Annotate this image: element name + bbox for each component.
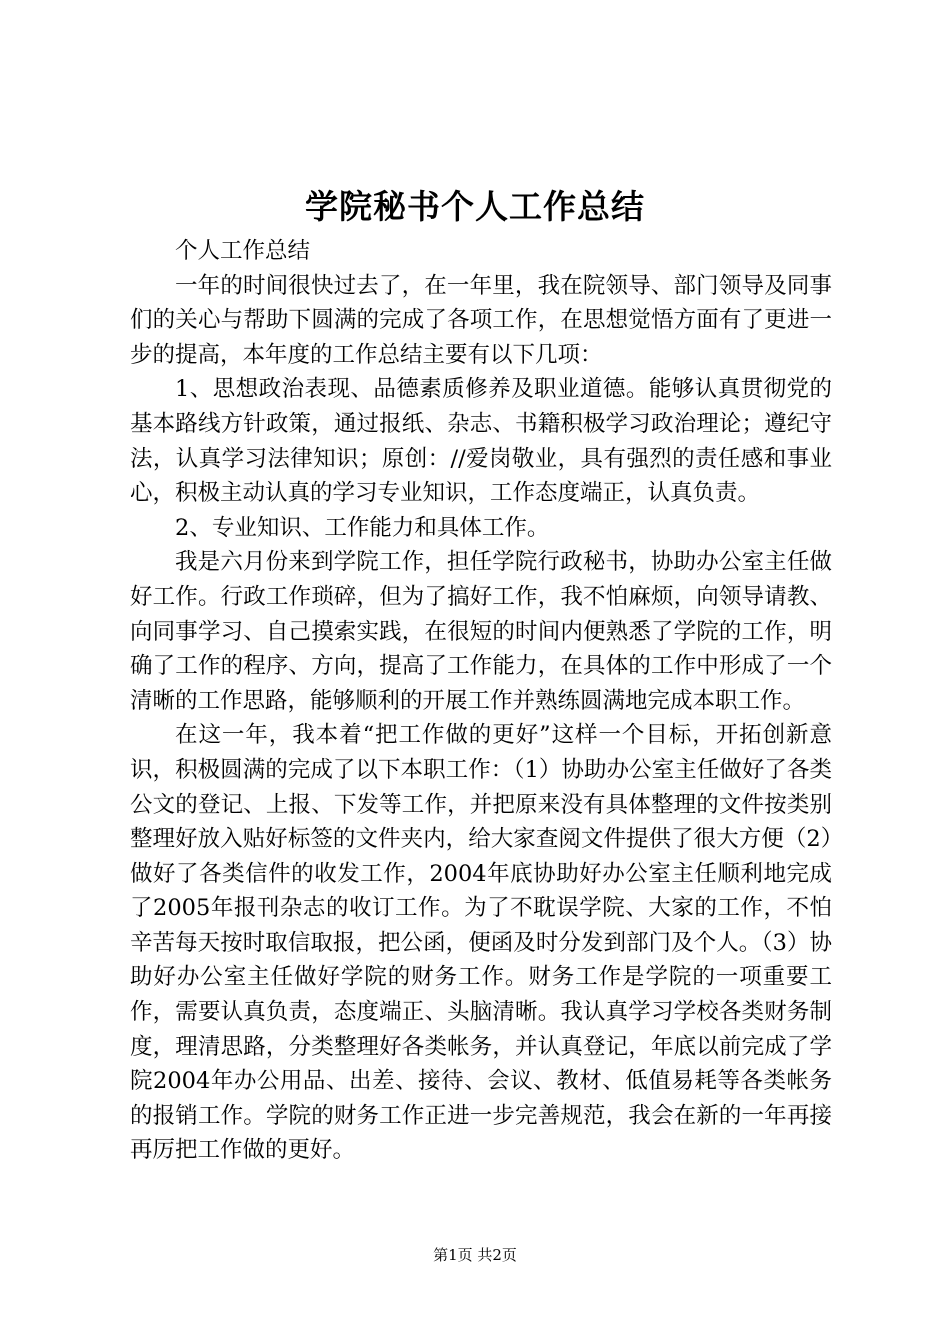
paragraph-work-details: 在这一年，我本着“把工作做的更好”这样一个目标，开拓创新意识，积极圆满的完成了以下本职工作：（1）协助办公室主任做好了各类公文的登记、上报、下发等工作，并把原来没有具体整理的文件按类别整理好放入贴好标签的文件夹内，给大家查阅文件提供了很大方便（2）做好了各类信件的收发工作，2004年底协助好办公室主任顺利地完成了2005年报刊杂志的收订工作。为了不耽误学院、大家的工作，不怕辛苦每天按时取信取报，把公函，便函及时分发到部门及个人。（3）协助好办公室主任做好学院的财务工作。财务工作是学院的一项重要工作，需要认真负责，态度端正、头脑清晰。我认真学习学校各类财务制度，理清思路，分类整理好各类帐务，并认真登记，年底以前完成了学院2004年办公用品、出差、接待、会议、教材、低值易耗等各类帐务的报销工作。学院的财务工作正进一步完善规范，我会在新的一年再接再厉把工作做的更好。 bbox=[130, 722, 832, 1164]
paragraph-heading: 个人工作总结 bbox=[175, 238, 311, 264]
paragraph-section-2-heading: 2、专业知识、工作能力和具体工作。 bbox=[175, 514, 550, 541]
document-body bbox=[130, 234, 832, 1168]
page-number-footer: 第1页 共2页 bbox=[433, 1246, 517, 1264]
paragraph-intro: 一年的时间很快过去了，在一年里，我在院领导、部门领导及同事们的关心与帮助下圆满的完成了各项工作，在思想觉悟方面有了更进一步的提高，本年度的工作总结主要有以下几项： bbox=[130, 272, 832, 368]
document-title: 学院秘书个人工作总结 bbox=[305, 187, 645, 226]
paragraph-section-1: 1、思想政治表现、品德素质修养及职业道德。能够认真贯彻党的基本路线方针政策，通过报纸、杂志、书籍积极学习政治理论；遵纪守法，认真学习法律知识；原创：//爱岗敬业，具有强烈的责任感和事业心，积极主动认真的学习专业知识，工作态度端正，认真负责。 bbox=[130, 376, 832, 507]
paragraph-work-intro: 我是六月份来到学院工作，担任学院行政秘书，协助办公室主任做好工作。行政工作琐碎，但为了搞好工作，我不怕麻烦，向领导请教、向同事学习、自己摸索实践，在很短的时间内便熟悉了学院的工作，明确了工作的程序、方向，提高了工作能力，在具体的工作中形成了一个清晰的工作思路，能够顺利的开展工作并熟练圆满地完成本职工作。 bbox=[130, 549, 832, 714]
